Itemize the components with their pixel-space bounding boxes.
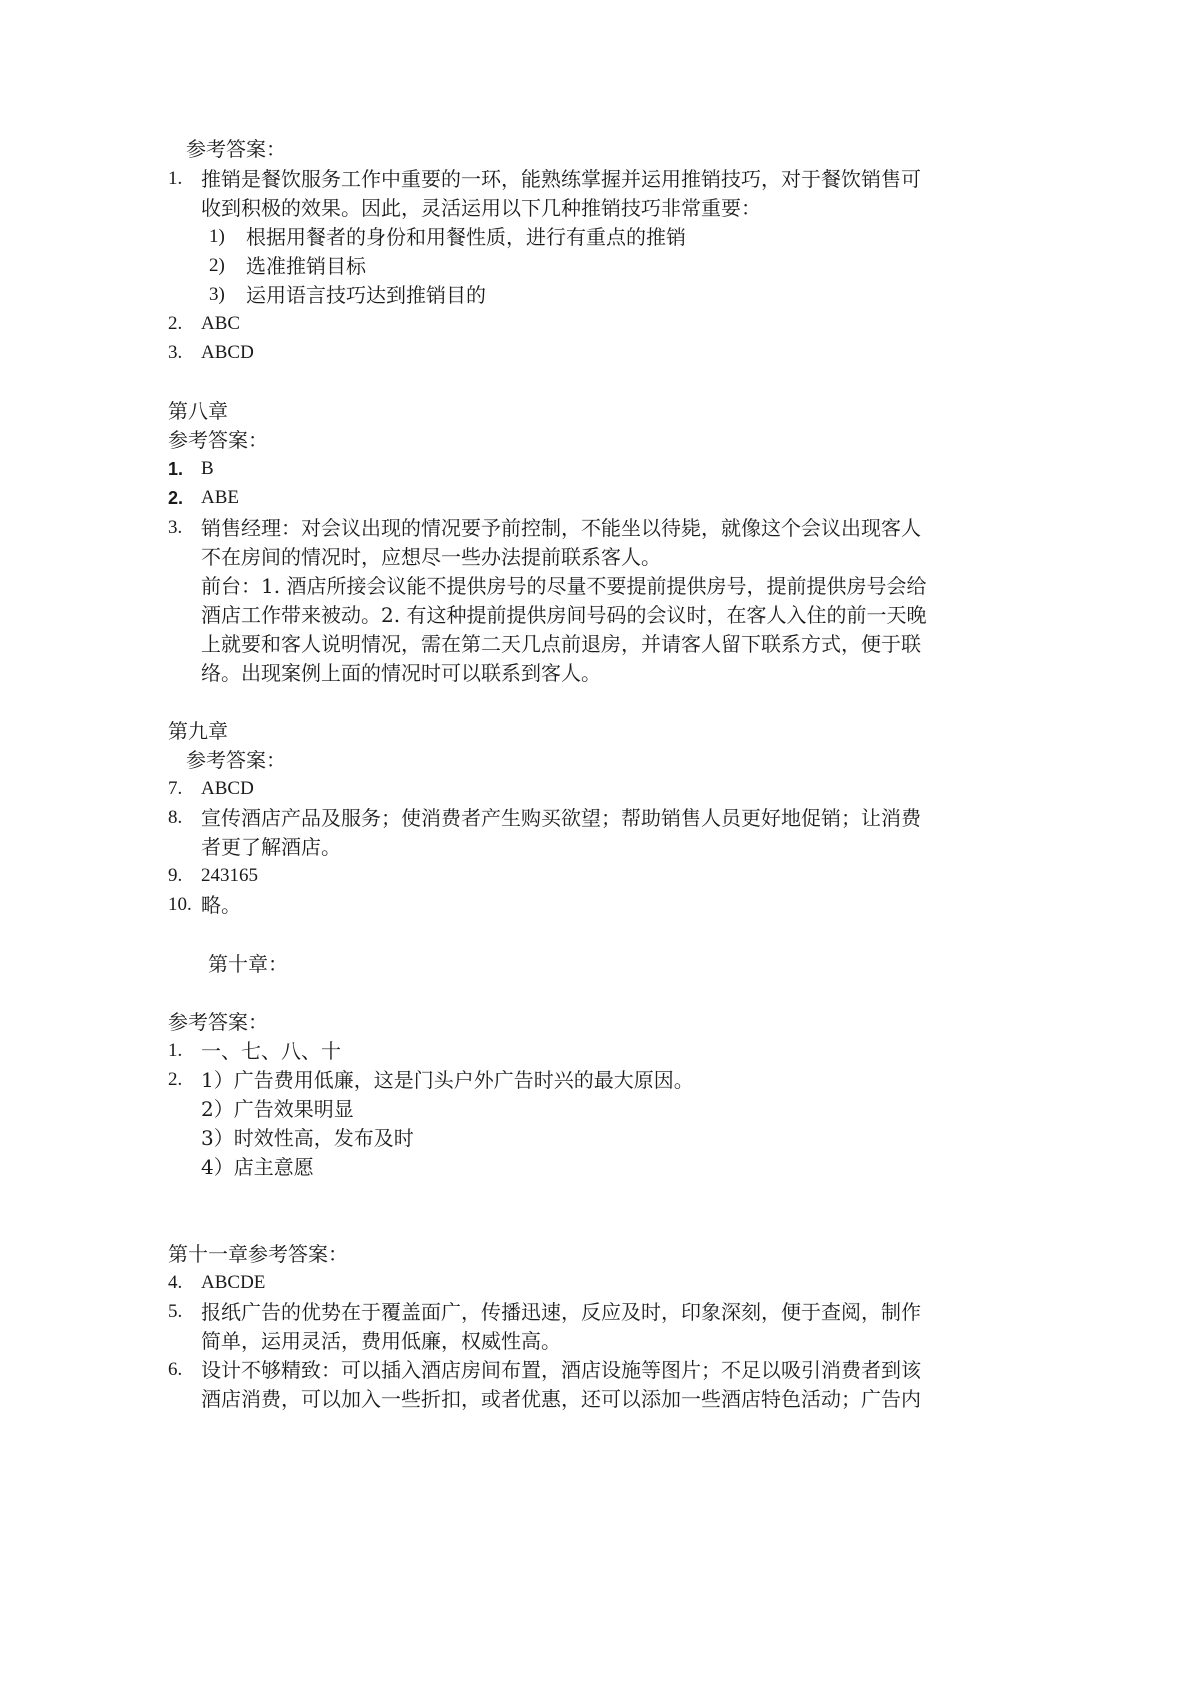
answer-heading: 参考答案：	[186, 748, 286, 772]
subitem-number: 2)	[209, 255, 225, 276]
item-text-line: 1）广告费用低廉，这是门头户外广告时兴的最大原因。	[201, 1068, 694, 1092]
item-text-line: 销售经理：对会议出现的情况要予前控制，不能坐以待毙，就像这个会议出现客人	[201, 516, 921, 540]
answer-heading: 参考答案：	[168, 1010, 268, 1034]
item-text-line: 宣传酒店产品及服务；使消费者产生购买欲望；帮助销售人员更好地促销；让消费	[201, 806, 921, 830]
item-number: 1.	[168, 168, 183, 189]
item-text-line: 酒店工作带来被动。2. 有这种提前提供房间号码的会议时，在客人入住的前一天晚	[201, 603, 927, 627]
subitem-number: 1)	[209, 226, 225, 247]
item-number: 2.	[168, 313, 183, 334]
item-text-line: 酒店消费，可以加入一些折扣，或者优惠，还可以添加一些酒店特色活动；广告内	[201, 1387, 921, 1411]
item-number: 8.	[168, 807, 183, 828]
item-number: 7.	[168, 778, 183, 799]
item-answer: ABCD	[201, 778, 254, 799]
item-number: 9.	[168, 865, 183, 886]
item-number: 1.	[168, 1040, 183, 1061]
chapter-title: 第九章	[168, 719, 228, 743]
item-number: 5.	[168, 1301, 183, 1322]
item-text-line: 上就要和客人说明情况，需在第二天几点前退房，并请客人留下联系方式，便于联	[201, 632, 921, 656]
item-answer: ABC	[201, 313, 241, 334]
subitem-text: 根据用餐者的身份和用餐性质，进行有重点的推销	[246, 225, 686, 249]
item-number: 2.	[168, 488, 184, 508]
item-text-line: 者更了解酒店。	[201, 835, 341, 859]
item-number: 2.	[168, 1069, 183, 1090]
item-number: 6.	[168, 1359, 183, 1380]
item-text-line: 推销是餐饮服务工作中重要的一环，能熟练掌握并运用推销技巧，对于餐饮销售可	[201, 167, 921, 191]
item-text-line: 设计不够精致：可以插入酒店房间布置，酒店设施等图片；不足以吸引消费者到该	[201, 1358, 921, 1382]
item-answer: ABCD	[201, 342, 254, 363]
chapter-title: 第十章：	[208, 952, 288, 976]
item-answer: ABE	[201, 487, 239, 508]
item-number: 1.	[168, 459, 184, 479]
item-answer: 一、七、八、十	[201, 1039, 341, 1063]
chapter-title: 第十一章参考答案：	[168, 1242, 348, 1266]
item-number: 3.	[168, 517, 183, 538]
item-text-line: 前台：1. 酒店所接会议能不提供房号的尽量不要提前提供房号，提前提供房号会给	[201, 574, 927, 598]
item-text-line: 收到积极的效果。因此，灵活运用以下几种推销技巧非常重要：	[201, 196, 761, 220]
item-answer: ABCDE	[201, 1272, 266, 1293]
item-text-line: 简单，运用灵活，费用低廉，权威性高。	[201, 1329, 561, 1353]
subitem-number: 3)	[209, 284, 225, 305]
item-text-line: 报纸广告的优势在于覆盖面广，传播迅速，反应及时，印象深刻，便于查阅，制作	[201, 1300, 921, 1324]
item-text-line: 2）广告效果明显	[201, 1097, 354, 1121]
item-text-line: 4）店主意愿	[201, 1155, 314, 1179]
item-text-line: 络。出现案例上面的情况时可以联系到客人。	[201, 661, 601, 685]
item-number: 10.	[168, 894, 192, 915]
item-text-line: 3）时效性高，发布及时	[201, 1126, 414, 1150]
chapter-title: 第八章	[168, 399, 228, 423]
item-text-line: 不在房间的情况时，应想尽一些办法提前联系客人。	[201, 545, 661, 569]
answer-heading: 参考答案：	[168, 428, 268, 452]
answer-heading: 参考答案：	[186, 137, 286, 161]
item-number: 4.	[168, 1272, 183, 1293]
item-number: 3.	[168, 342, 183, 363]
item-answer: 略。	[201, 893, 241, 917]
item-answer: 243165	[201, 865, 258, 886]
subitem-text: 选准推销目标	[246, 254, 366, 278]
item-answer: B	[201, 458, 214, 479]
subitem-text: 运用语言技巧达到推销目的	[246, 283, 486, 307]
